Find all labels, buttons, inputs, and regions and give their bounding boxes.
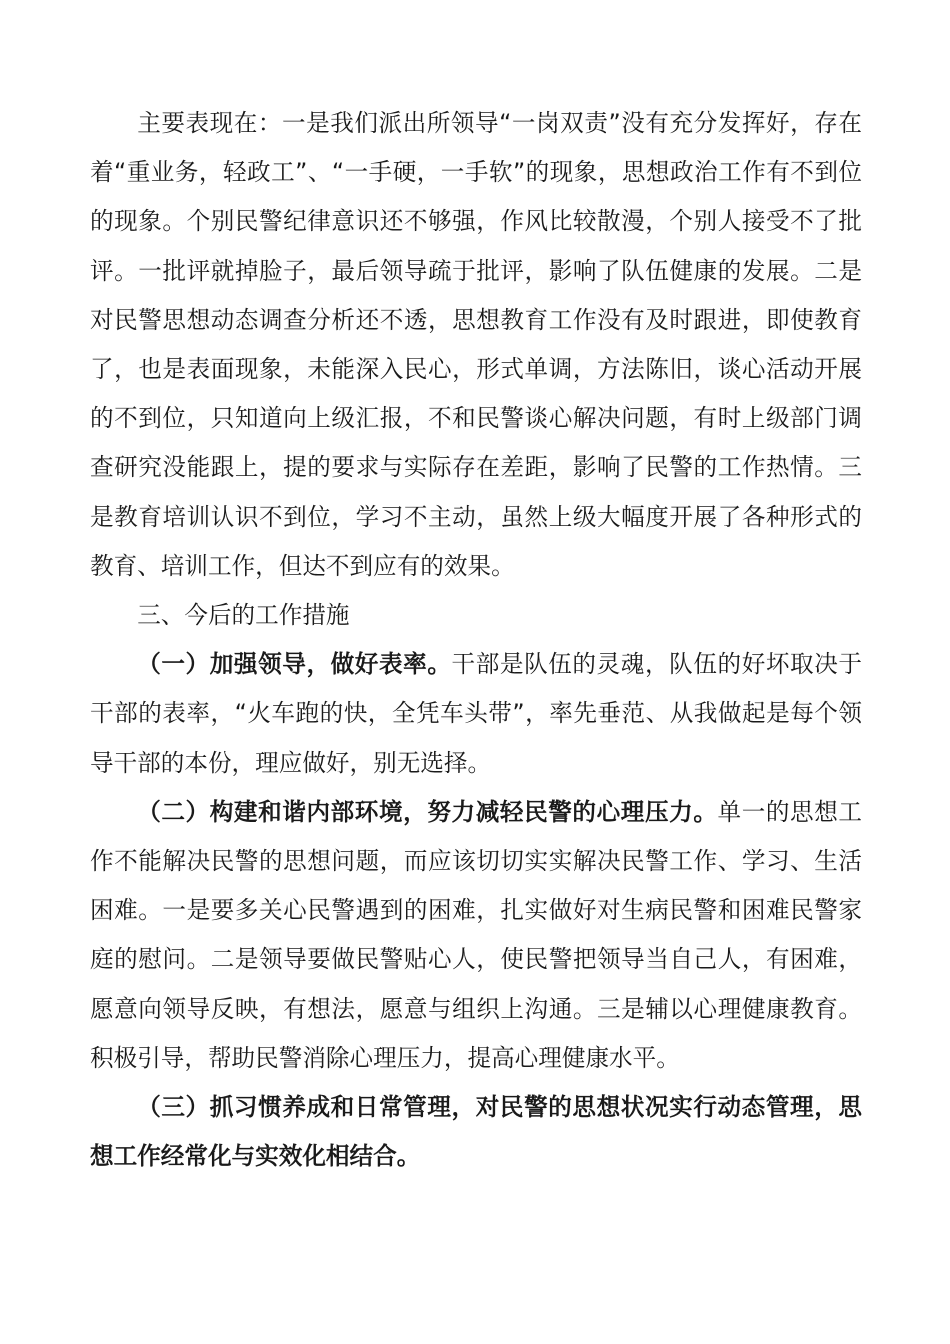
measure-1-heading: （一）加强领导，做好表率。	[137, 650, 452, 679]
measure-2-body: 单一的思想工作不能解决民警的思想问题，而应该切切实实解决民警工作、学习、生活困难。一是要多关心民警遇到的困难，扎实做好对生病民警和困难民警家庭的慰问。二是领导要做民警贴心人，使民警把领导当自己人，有困难，愿意向领导反映，有想法，愿意与组织上沟通。三是辅以心理健康教育。积极引导，帮助民警消除心理压力，提高心理健康水平。	[90, 797, 863, 1072]
measure-2-paragraph	[90, 788, 862, 1083]
measure-3-paragraph	[90, 1083, 862, 1181]
document-page	[90, 99, 862, 1181]
section-heading: 三、今后的工作措施	[137, 601, 350, 630]
paragraph-main-problems: 主要表现在：一是我们派出所领导“一岗双责”没有充分发挥好，存在着“重业务，轻政工”、“一手硬，一手软”的现象，思想政治工作有不到位的现象。个别民警纪律意识还不够强，作风比较散漫，个别人接受不了批评。一批评就掉脸子，最后领导疏于批评，影响了队伍健康的发展。二是对民警思想动态调查分析还不透，思想教育工作没有及时跟进，即使教育了，也是表面现象，未能深入民心，形式单调，方法陈旧，谈心活动开展的不到位，只知道向上级汇报，不和民警谈心解决问题，有时上级部门调查研究没能跟上，提的要求与实际存在差距，影响了民警的工作热情。三是教育培训认识不到位，学习不主动，虽然上级大幅度开展了各种形式的教育、培训工作，但达不到应有的效果。	[90, 109, 862, 580]
measure-1-paragraph	[90, 640, 862, 788]
measure-1-body: 干部是队伍的灵魂，队伍的好坏取决于干部的表率，“火车跑的快，全凭车头带”，率先垂范、从我做起是每个领导干部的本份，理应做好，别无选择。	[90, 650, 863, 777]
measure-3-heading: （三）抓习惯养成和日常管理，对民警的思想状况实行动态管理，思想工作经常化与实效化相结合。	[90, 1093, 862, 1171]
measure-2-heading: （二）构建和谐内部环境，努力减轻民警的心理压力。	[137, 797, 718, 826]
